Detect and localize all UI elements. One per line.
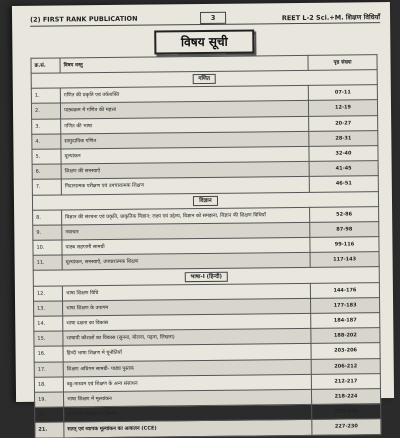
page-number: 3 [200, 12, 226, 24]
toc-row-number: 20. [35, 407, 64, 422]
col-header-topic: विषय वस्तु [60, 55, 308, 73]
toc-row-topic: सतत् एवं व्यापक मूल्यांकन का आकलन (CCE) [64, 420, 312, 438]
toc-row-topic: शिक्षण की समस्याएँ [61, 162, 309, 180]
toc-row-number: 14. [34, 316, 63, 331]
toc-row-topic: शिक्षण अधिगम सामग्री- पाठ्य पुस्तक [63, 359, 311, 377]
toc-row-number: 15. [34, 331, 63, 346]
toc-row-number: 12. [33, 286, 62, 301]
toc-row-page: 225-226 [312, 404, 381, 420]
toc-row-page: 46-51 [309, 176, 378, 192]
section-heading: भाषा-I (हिन्दी) [184, 271, 228, 281]
toc-row-number: 6. [32, 164, 61, 179]
toc-row-page: 212-217 [311, 373, 380, 389]
toc-row-number: 13. [34, 301, 63, 316]
col-header-no: क्र.सं. [31, 58, 60, 73]
book-page [12, 2, 394, 434]
toc-row-topic: पाठ्य सहगामी सामग्री [62, 237, 310, 255]
toc-row-topic: भाषा शिक्षण के उपागम [63, 298, 311, 316]
toc-row-number: 18. [34, 377, 63, 392]
toc-row-page: 144-176 [310, 282, 379, 298]
toc-row-number: 10. [33, 240, 62, 255]
publisher-label: (2) FIRST RANK PUBLICATION [30, 14, 138, 24]
toc-row-page: 20-27 [309, 115, 378, 131]
toc-row-page: 206-212 [311, 358, 380, 374]
toc-row-page: 184-187 [311, 313, 380, 329]
toc-row-number: 17. [34, 362, 63, 377]
toc-row-page: 41-45 [309, 161, 378, 177]
book-title: REET L-2 Sci.+M. शिक्षण विधियाँ [281, 13, 381, 23]
toc-row-topic: भाषा दक्षता का विकास [63, 313, 311, 331]
toc-row-topic: गणित की प्रकृति एवं तर्कशक्ति [60, 86, 308, 104]
toc-row-page: 99-116 [310, 237, 379, 253]
toc-row-number: 19. [34, 392, 63, 407]
toc-row-page: 12-19 [308, 100, 377, 116]
toc-row-topic: उपलब्धि परीक्षण का निर्माण [64, 404, 312, 422]
toc-row-number: 21. [35, 422, 64, 437]
toc-row-number: 5. [32, 149, 61, 164]
section-heading: गणित [192, 74, 216, 84]
toc-row-topic: पाठ्यक्रम में गणित की महत्ता [60, 101, 308, 119]
toc-row-page: 07-11 [308, 85, 377, 101]
toc-row-page: 177-183 [311, 297, 380, 313]
toc-row-number: 16. [34, 346, 63, 361]
toc-row-topic: गणित की भाषा [61, 116, 309, 134]
toc-row-topic: बहु-माध्यम एवं शिक्षण के अन्य संसाधन [63, 374, 311, 392]
toc-row-page: 227-230 [312, 419, 381, 435]
toc-row-page: 203-206 [311, 343, 380, 359]
toc-table [30, 54, 381, 438]
toc-row-number: 11. [33, 255, 62, 270]
toc-row-topic: नवाचार [62, 222, 310, 240]
toc-row-number: 1. [31, 88, 60, 103]
toc-row-page: 87-98 [310, 222, 379, 238]
toc-row-topic: विज्ञान की संरचना एवं प्रकृति, प्राकृतिक विज्ञान: लक्ष्य एवं उद्देश्य, विज्ञान को समझना, विज्ञान की शिक्षण विधियाँ [62, 207, 310, 225]
toc-row-page: 188-202 [311, 328, 380, 344]
toc-row-topic: भाषा शिक्षण विधि [62, 283, 310, 301]
page-header [30, 10, 380, 27]
toc-row-topic: सामुदायिक गणित [61, 131, 309, 149]
toc-title: विषय सूची [154, 29, 254, 54]
toc-row-page: 117-143 [310, 252, 379, 268]
col-header-page: पृष्ठ संख्या [308, 55, 377, 71]
toc-row-topic: मूल्यांकन, समस्याएँ, उपचारात्मक शिक्षण [62, 253, 310, 271]
toc-row-page: 32-40 [309, 146, 378, 162]
toc-row-topic: निदानात्मक परीक्षण एवं उपचारात्मक शिक्षण [61, 177, 309, 195]
section-heading: विज्ञान [193, 195, 218, 205]
toc-row-page: 218-224 [311, 389, 380, 405]
toc-row-page: 52-86 [310, 206, 379, 222]
toc-row-topic: हिन्दी भाषा शिक्षण में चुनौतियाँ [63, 344, 311, 362]
toc-row-number: 2. [31, 103, 60, 118]
toc-row-topic: भाषायी कौशलों का विकास (सुनना, बोलना, पढ़ना, लिखना) [63, 329, 311, 347]
toc-row-topic: मूल्यांकन [61, 146, 309, 164]
toc-row-topic: भाषा शिक्षण में मूल्यांकन [63, 389, 311, 407]
toc-row-number: 4. [32, 134, 61, 149]
toc-row [35, 419, 381, 438]
toc-row-page: 28-31 [309, 130, 378, 146]
toc-row-number: 3. [32, 119, 61, 134]
toc-row-number: 8. [33, 210, 62, 225]
toc-row-number: 9. [33, 225, 62, 240]
toc-row-number: 7. [32, 179, 61, 194]
